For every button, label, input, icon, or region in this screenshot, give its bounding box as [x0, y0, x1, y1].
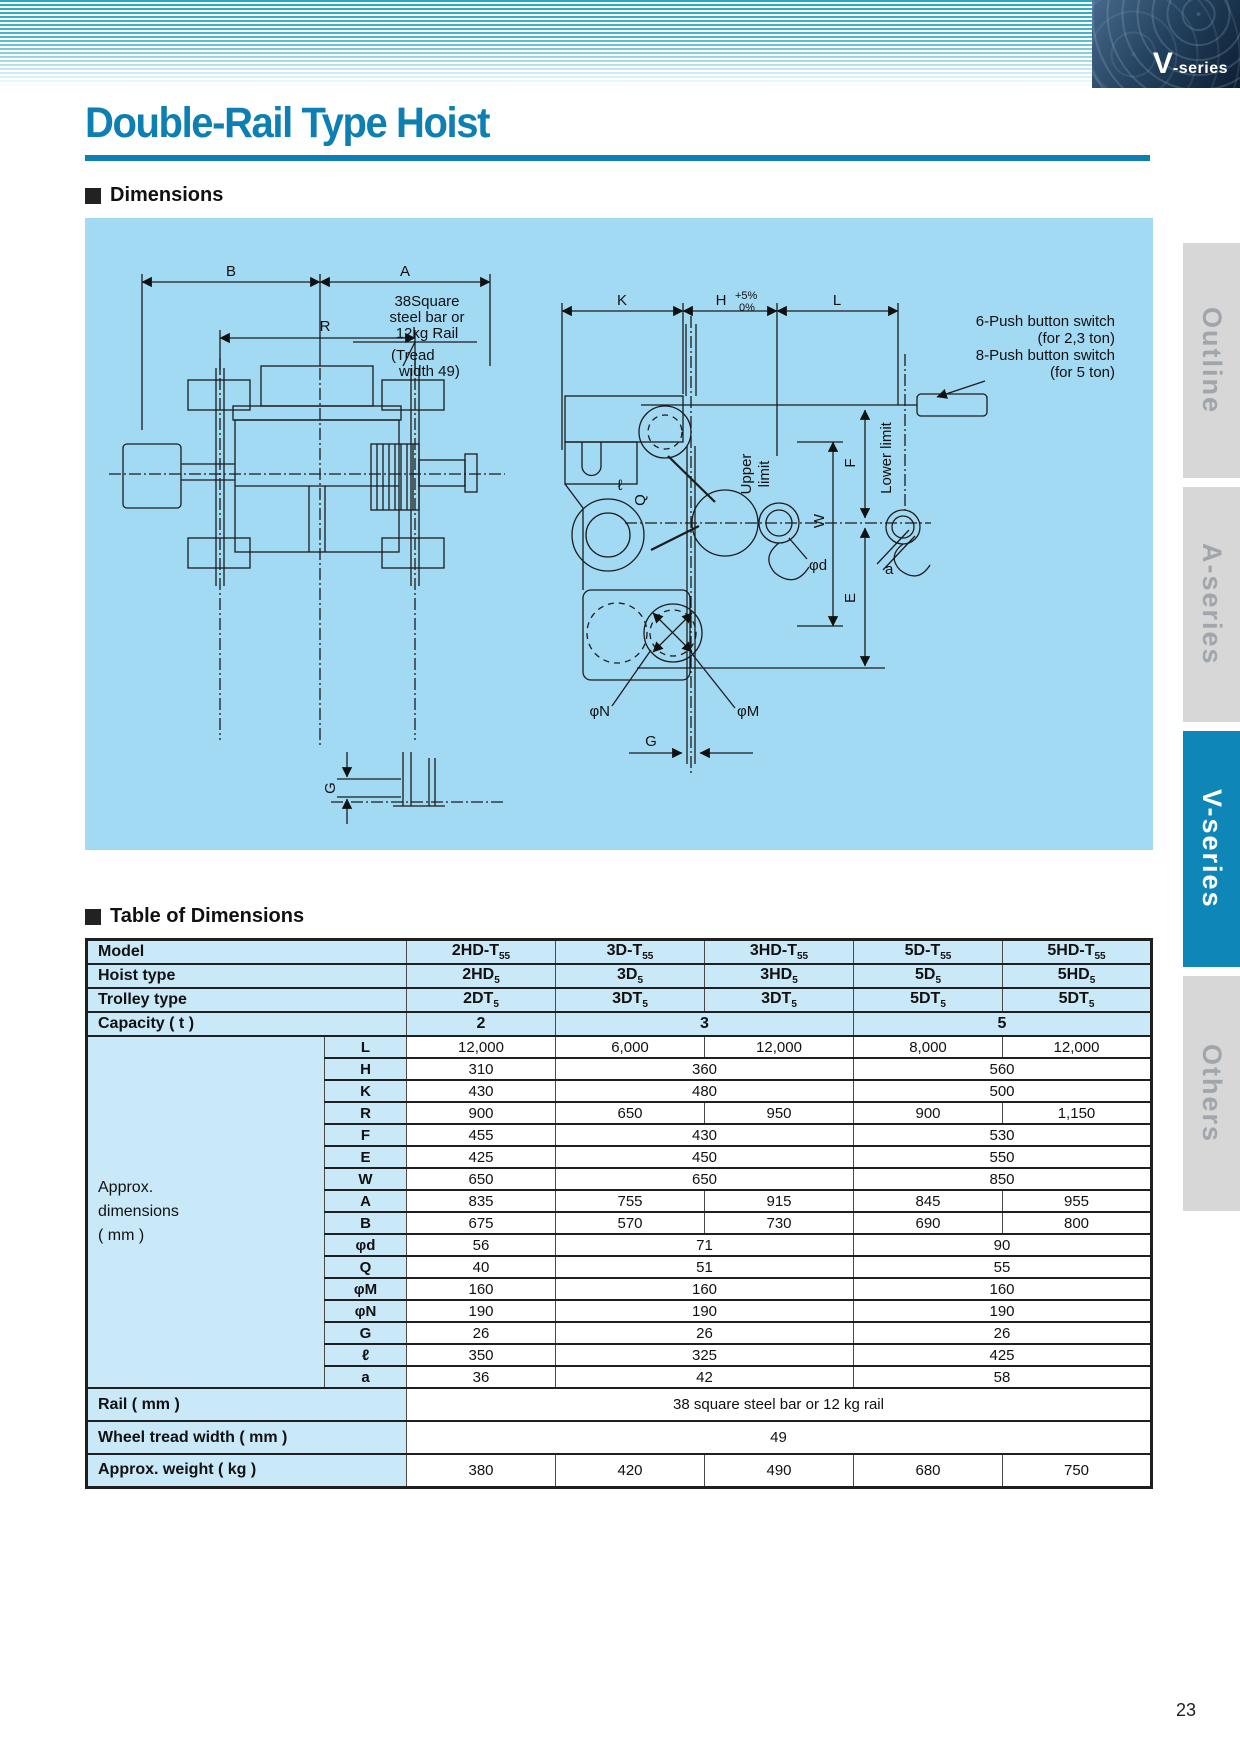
dim-label-e: E [842, 592, 859, 604]
row-label: Approx. weight ( kg ) [87, 1454, 407, 1487]
value-cell: 900 [407, 1102, 556, 1124]
value-cell: 490 [705, 1454, 854, 1487]
dimension-symbol: H [325, 1058, 407, 1080]
model-subscript: 5 [637, 975, 643, 986]
value-cell: 550 [854, 1146, 1152, 1168]
capacity-cell: 2 [407, 1012, 556, 1036]
capacity-row [87, 1012, 1152, 1036]
model-cell [705, 988, 854, 1012]
dim-label-g-left: G [322, 782, 339, 794]
model-base: 5HD-T [1047, 942, 1095, 959]
value-cell: 38 square steel bar or 12 kg rail [407, 1388, 1152, 1421]
model-base: 2HD-T [451, 942, 499, 959]
series-badge-v: V [1152, 47, 1173, 80]
table-header-row [87, 964, 1152, 988]
row-label: Model [87, 940, 407, 965]
value-cell: 845 [854, 1190, 1003, 1212]
section-square-icon [85, 909, 101, 925]
value-cell: 690 [854, 1212, 1003, 1234]
value-cell: 950 [705, 1102, 854, 1124]
value-cell: 160 [407, 1278, 556, 1300]
value-cell: 8,000 [854, 1036, 1003, 1058]
row-label: Trolley type [87, 988, 407, 1012]
value-cell: 750 [1003, 1454, 1152, 1487]
dimension-symbol: W [325, 1168, 407, 1190]
value-cell: 650 [556, 1102, 705, 1124]
dim-label-b: B [225, 263, 237, 280]
sidebar-tab-label: A-series [1197, 543, 1227, 666]
value-cell: 190 [407, 1300, 556, 1322]
switch-note-line4: (for 5 ton) [1049, 364, 1115, 381]
model-subscript: 55 [796, 951, 809, 962]
value-cell: 425 [854, 1344, 1152, 1366]
value-cell: 26 [854, 1322, 1152, 1344]
dim-label-h-zero: 0% [739, 302, 755, 314]
series-badge-image [1092, 0, 1240, 88]
sidebar-tab-label: Outline [1197, 307, 1227, 414]
value-cell: 650 [556, 1168, 854, 1190]
row-label: Capacity ( t ) [87, 1012, 407, 1036]
rail-note-line1: 38Square [394, 293, 460, 310]
dim-label-a-small: a [885, 561, 894, 578]
switch-note-line3: 8-Push button switch [975, 347, 1115, 364]
dimension-group-label-line: dimensions [98, 1203, 179, 1220]
model-subscript: 5 [494, 975, 500, 986]
dimension-group-label [87, 1036, 325, 1388]
sidebar-tab-v-series[interactable] [1183, 731, 1240, 967]
model-cell [705, 940, 854, 965]
table-of-dimensions-wrap [85, 938, 1150, 1489]
value-cell: 430 [556, 1124, 854, 1146]
model-subscript: 5 [642, 999, 648, 1010]
model-base: 3D [616, 966, 638, 983]
title-rule [85, 155, 1150, 161]
dimensions-table [85, 938, 1153, 1489]
upper-limit-label-2: limit [756, 460, 773, 488]
model-subscript: 5 [940, 999, 946, 1010]
model-subscript: 55 [642, 951, 654, 962]
rail-note-line2: steel bar or [389, 309, 465, 326]
value-cell: 310 [407, 1058, 556, 1080]
value-cell: 42 [556, 1366, 854, 1388]
page-number: 23 [1176, 1700, 1197, 1720]
dim-label-g-right: G [645, 733, 657, 750]
value-cell: 425 [407, 1146, 556, 1168]
lower-limit-label: Lower limit [878, 422, 895, 494]
value-cell: 26 [556, 1322, 854, 1344]
dimension-symbol: a [325, 1366, 407, 1388]
section-heading-label: Table of Dimensions [110, 905, 305, 927]
model-subscript: 5 [791, 999, 797, 1010]
value-cell: 430 [407, 1080, 556, 1102]
switch-note-line2: (for 2,3 ton) [1037, 330, 1115, 347]
value-cell: 160 [556, 1278, 854, 1300]
dim-label-phi-m: φM [737, 703, 760, 720]
dimension-group-label-line: ( mm ) [98, 1227, 145, 1244]
dimension-symbol: G [325, 1322, 407, 1344]
value-cell: 325 [556, 1344, 854, 1366]
value-cell: 680 [854, 1454, 1003, 1487]
dimension-group-label-line: Approx. [98, 1179, 154, 1196]
dim-label-l: L [832, 292, 842, 309]
model-base: 5HD [1057, 966, 1090, 983]
model-cell [1003, 940, 1152, 965]
tread-note-line1: (Tread [391, 347, 435, 364]
value-cell: 6,000 [556, 1036, 705, 1058]
value-cell: 160 [854, 1278, 1152, 1300]
value-cell: 800 [1003, 1212, 1152, 1234]
model-base: 3DT [761, 990, 792, 1007]
footer-row [87, 1454, 1152, 1487]
dimension-symbol: A [325, 1190, 407, 1212]
upper-limit-label-1: Upper [738, 453, 755, 495]
value-cell: 26 [407, 1322, 556, 1344]
value-cell: 36 [407, 1366, 556, 1388]
model-base: 2HD [462, 966, 495, 983]
model-base: 3HD-T [749, 942, 797, 959]
dim-label-k: K [616, 292, 628, 309]
dimension-symbol: E [325, 1146, 407, 1168]
dimension-symbol: φN [325, 1300, 407, 1322]
model-subscript: 55 [940, 951, 952, 962]
section-heading-table [85, 905, 304, 928]
dimension-symbol: L [325, 1036, 407, 1058]
model-base: 5DT [910, 990, 941, 1007]
value-cell: 350 [407, 1344, 556, 1366]
row-label: Rail ( mm ) [87, 1388, 407, 1421]
value-cell: 49 [407, 1421, 1152, 1454]
model-base: 2DT [463, 990, 494, 1007]
model-cell [854, 964, 1003, 988]
value-cell: 51 [556, 1256, 854, 1278]
model-base: 5DT [1058, 990, 1089, 1007]
dim-label-phi-n: φN [589, 703, 610, 720]
dimension-symbol: φM [325, 1278, 407, 1300]
value-cell: 500 [854, 1080, 1152, 1102]
value-cell: 850 [854, 1168, 1152, 1190]
row-label: Wheel tread width ( mm ) [87, 1421, 407, 1454]
model-subscript: 55 [498, 951, 511, 962]
top-bar-stripes [0, 0, 1092, 88]
switch-note-line1: 6-Push button switch [975, 313, 1115, 330]
model-cell [407, 964, 556, 988]
dimension-symbol: Q [325, 1256, 407, 1278]
value-cell: 560 [854, 1058, 1152, 1080]
dim-label-h: H [715, 292, 727, 309]
sidebar-tab-label: Others [1197, 1043, 1227, 1144]
dim-label-q: Q [632, 494, 649, 506]
series-badge-text [1153, 49, 1228, 79]
section-heading-label: Dimensions [110, 184, 224, 206]
table-header-row [87, 988, 1152, 1012]
value-cell: 450 [556, 1146, 854, 1168]
dimension-symbol: F [325, 1124, 407, 1146]
dim-label-h-plus: +5% [735, 290, 758, 302]
tread-note-line2: width 49) [399, 363, 460, 380]
hoist-technical-drawing [85, 218, 1153, 850]
section-heading-dimensions [85, 184, 223, 207]
value-cell: 360 [556, 1058, 854, 1080]
table-header-row [87, 940, 1152, 965]
value-cell: 480 [556, 1080, 854, 1102]
model-subscript: 5 [792, 975, 798, 986]
dim-label-ell: ℓ [617, 477, 623, 494]
value-cell: 650 [407, 1168, 556, 1190]
footer-row [87, 1421, 1152, 1454]
value-cell: 530 [854, 1124, 1152, 1146]
sidebar-tab-label: V-series [1197, 789, 1227, 909]
model-subscript: 55 [1094, 951, 1106, 962]
dimension-row [87, 1036, 1152, 1058]
model-cell [705, 964, 854, 988]
row-label: Hoist type [87, 964, 407, 988]
sidebar-tab-outline[interactable] [1183, 243, 1240, 478]
value-cell: 675 [407, 1212, 556, 1234]
value-cell: 955 [1003, 1190, 1152, 1212]
value-cell: 190 [854, 1300, 1152, 1322]
value-cell: 56 [407, 1234, 556, 1256]
model-base: 5D-T [904, 942, 941, 959]
model-base: 3DT [612, 990, 643, 1007]
value-cell: 71 [556, 1234, 854, 1256]
dimension-symbol: R [325, 1102, 407, 1124]
value-cell: 915 [705, 1190, 854, 1212]
dimension-symbol: K [325, 1080, 407, 1102]
model-base: 3D-T [606, 942, 643, 959]
value-cell: 380 [407, 1454, 556, 1487]
model-cell [854, 988, 1003, 1012]
value-cell: 1,150 [1003, 1102, 1152, 1124]
value-cell: 40 [407, 1256, 556, 1278]
model-cell [854, 940, 1003, 965]
value-cell: 12,000 [407, 1036, 556, 1058]
top-bar [0, 0, 1240, 88]
model-cell [556, 940, 705, 965]
model-subscript: 5 [935, 975, 941, 986]
footer-row [87, 1388, 1152, 1421]
dimension-symbol: B [325, 1212, 407, 1234]
value-cell: 570 [556, 1212, 705, 1234]
value-cell: 55 [854, 1256, 1152, 1278]
dim-label-a: A [399, 263, 411, 280]
model-subscript: 5 [1089, 975, 1096, 986]
dim-label-phi-d: φd [809, 557, 828, 574]
dim-label-f: F [842, 458, 859, 468]
model-base: 3HD [760, 966, 793, 983]
value-cell: 58 [854, 1366, 1152, 1388]
model-subscript: 5 [493, 999, 499, 1010]
capacity-cell: 3 [556, 1012, 854, 1036]
model-cell [556, 964, 705, 988]
value-cell: 835 [407, 1190, 556, 1212]
rail-note-line3: 12kg Rail [395, 325, 459, 342]
value-cell: 90 [854, 1234, 1152, 1256]
model-cell [407, 940, 556, 965]
model-cell [556, 988, 705, 1012]
value-cell: 455 [407, 1124, 556, 1146]
dimension-symbol: ℓ [325, 1344, 407, 1366]
series-badge-series: -series [1172, 60, 1228, 77]
value-cell: 755 [556, 1190, 705, 1212]
value-cell: 420 [556, 1454, 705, 1487]
model-base: 5D [914, 966, 936, 983]
value-cell: 900 [854, 1102, 1003, 1124]
page-title: Double-Rail Type Hoist [85, 99, 490, 147]
dimension-symbol: φd [325, 1234, 407, 1256]
dimensions-diagram [85, 218, 1153, 850]
dim-label-w: W [811, 513, 828, 529]
value-cell: 12,000 [1003, 1036, 1152, 1058]
capacity-cell: 5 [854, 1012, 1152, 1036]
value-cell: 190 [556, 1300, 854, 1322]
model-cell [407, 988, 556, 1012]
value-cell: 730 [705, 1212, 854, 1234]
model-cell [1003, 988, 1152, 1012]
value-cell: 12,000 [705, 1036, 854, 1058]
sidebar-tab-others[interactable] [1183, 976, 1240, 1211]
model-cell [1003, 964, 1152, 988]
model-subscript: 5 [1088, 999, 1095, 1010]
section-square-icon [85, 188, 101, 204]
sidebar-tab-a-series[interactable] [1183, 487, 1240, 722]
dim-label-r: R [319, 318, 331, 335]
